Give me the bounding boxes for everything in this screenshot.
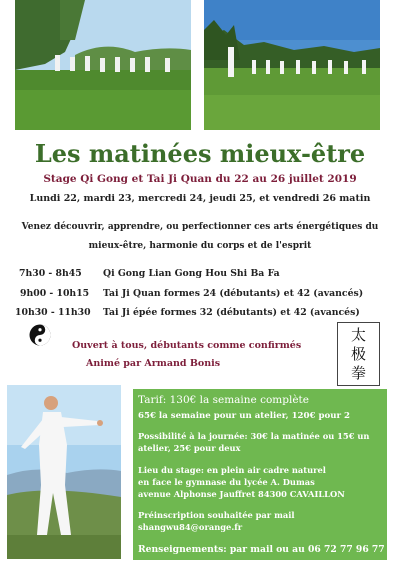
event-dates: Lundi 22, mardi 23, mercredi 24, jeudi 25, et vendredi 26 matin — [29, 193, 371, 204]
schedule-time: 9h00 - 10h15 — [20, 288, 90, 299]
yin-yang-icon — [29, 324, 51, 346]
info-box — [133, 389, 387, 560]
price-detail-text: 65€ la semaine pour un atelier, 120€ pour 2 — [138, 411, 350, 421]
preregistration-text: Préinscription souhaitée par mail — [138, 510, 295, 520]
master-tai-chi-photo — [7, 385, 121, 559]
animator-text: Animé par Armand Bonis — [86, 358, 221, 369]
schedule-class: Qi Gong Lian Gong Hou Shi Ba Fa — [103, 268, 280, 279]
open-to-all-text: Ouvert à tous, débutants comme confirmés — [72, 340, 302, 351]
calligraphy-char: 拳 — [350, 363, 366, 382]
contact-email[interactable]: shangwu84@orange.fr — [138, 522, 243, 532]
event-subtitle: Stage Qi Gong et Tai Ji Quan du 22 au 26 juillet 2019 — [43, 173, 357, 185]
page-title: Les matinées mieux-être — [34, 139, 366, 168]
location-text: en face le gymnase du lycée A. Dumas — [138, 477, 315, 487]
intro-text: Venez découvrir, apprendre, ou perfectionner ces arts énergétiques du mieux-être, harmonie du corps et de l'esprit — [21, 222, 379, 251]
tai-ji-quan-calligraphy — [337, 322, 380, 386]
schedule-time: 7h30 - 8h45 — [19, 268, 82, 279]
calligraphy-char: 太 — [350, 325, 366, 344]
contact-info-text: Renseignements: par mail ou au 06 72 77 96 77 — [138, 544, 385, 555]
calligraphy-char: 极 — [350, 344, 366, 363]
price-text: Tarif: 130€ la semaine complète — [138, 394, 309, 406]
location-text: Lieu du stage: en plein air cadre naturel — [138, 465, 326, 475]
schedule-time: 10h30 - 11h30 — [15, 307, 91, 318]
schedule-class: Tai Ji épée formes 32 (débutants) et 42 (avancés) — [103, 307, 360, 318]
day-price-text: Possibilité à la journée: 30€ la matinée ou 15€ un — [138, 431, 370, 441]
group-practice-photo-left — [15, 0, 191, 130]
group-practice-photo-right — [204, 0, 380, 130]
location-text: avenue Alphonse Jauffret 84300 CAVAILLON — [138, 489, 345, 499]
schedule-class: Tai Ji Quan formes 24 (débutants) et 42 (avancés) — [103, 288, 364, 299]
day-price-text: atelier, 25€ pour deux — [138, 443, 241, 453]
